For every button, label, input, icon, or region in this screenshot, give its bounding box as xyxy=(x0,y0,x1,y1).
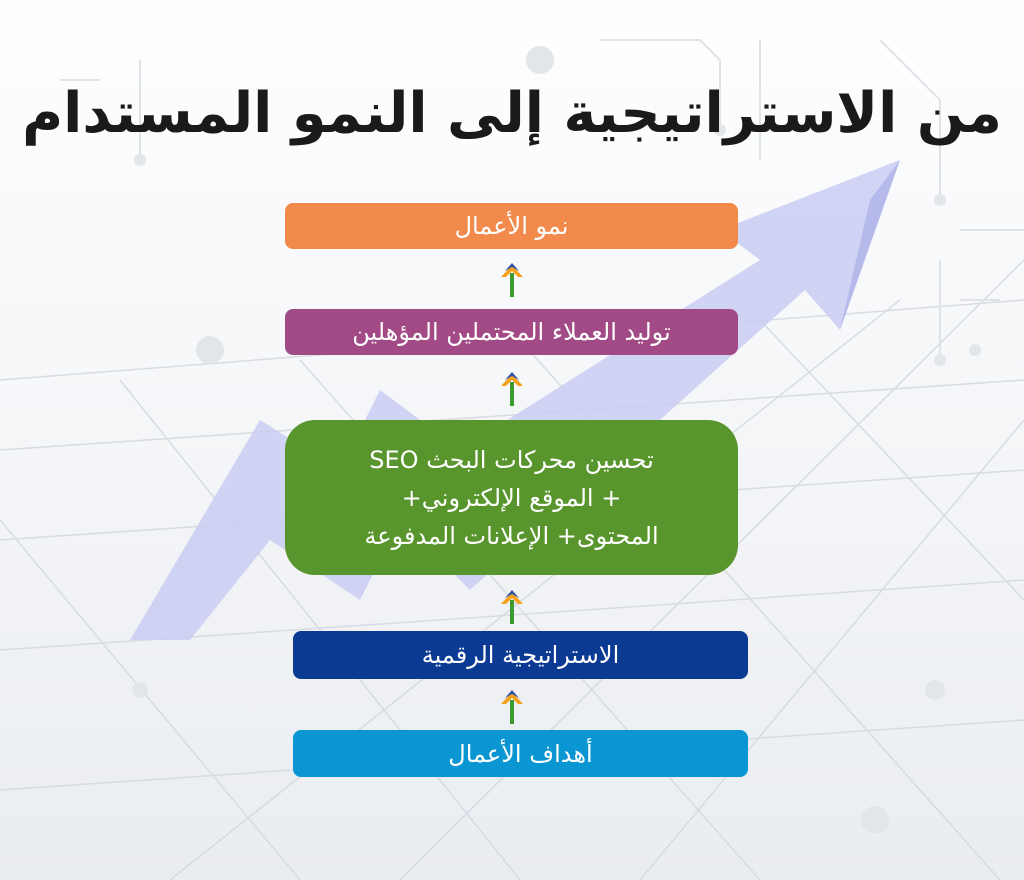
tactics-line-3: المحتوى+ الإعلانات المدفوعة xyxy=(364,521,659,550)
page-title: من الاستراتيجية إلى النمو المستدام xyxy=(22,81,1002,146)
up-arrow-icon xyxy=(497,372,527,406)
up-arrow-icon xyxy=(497,590,527,624)
up-arrow-icon xyxy=(497,263,527,297)
step-seo-website-content-ads xyxy=(285,420,738,575)
tactics-line-2: + الموقع الإلكتروني+ xyxy=(401,483,622,512)
up-arrow-icon xyxy=(497,690,527,724)
step-digital-strategy: الاستراتيجية الرقمية xyxy=(293,631,748,679)
tactics-line-1: تحسين محركات البحث SEO xyxy=(369,445,654,474)
step-qualified-leads: توليد العملاء المحتملين المؤهلين xyxy=(285,309,738,355)
step-business-goals: أهداف الأعمال xyxy=(293,730,748,777)
step-business-growth: نمو الأعمال xyxy=(285,203,738,249)
